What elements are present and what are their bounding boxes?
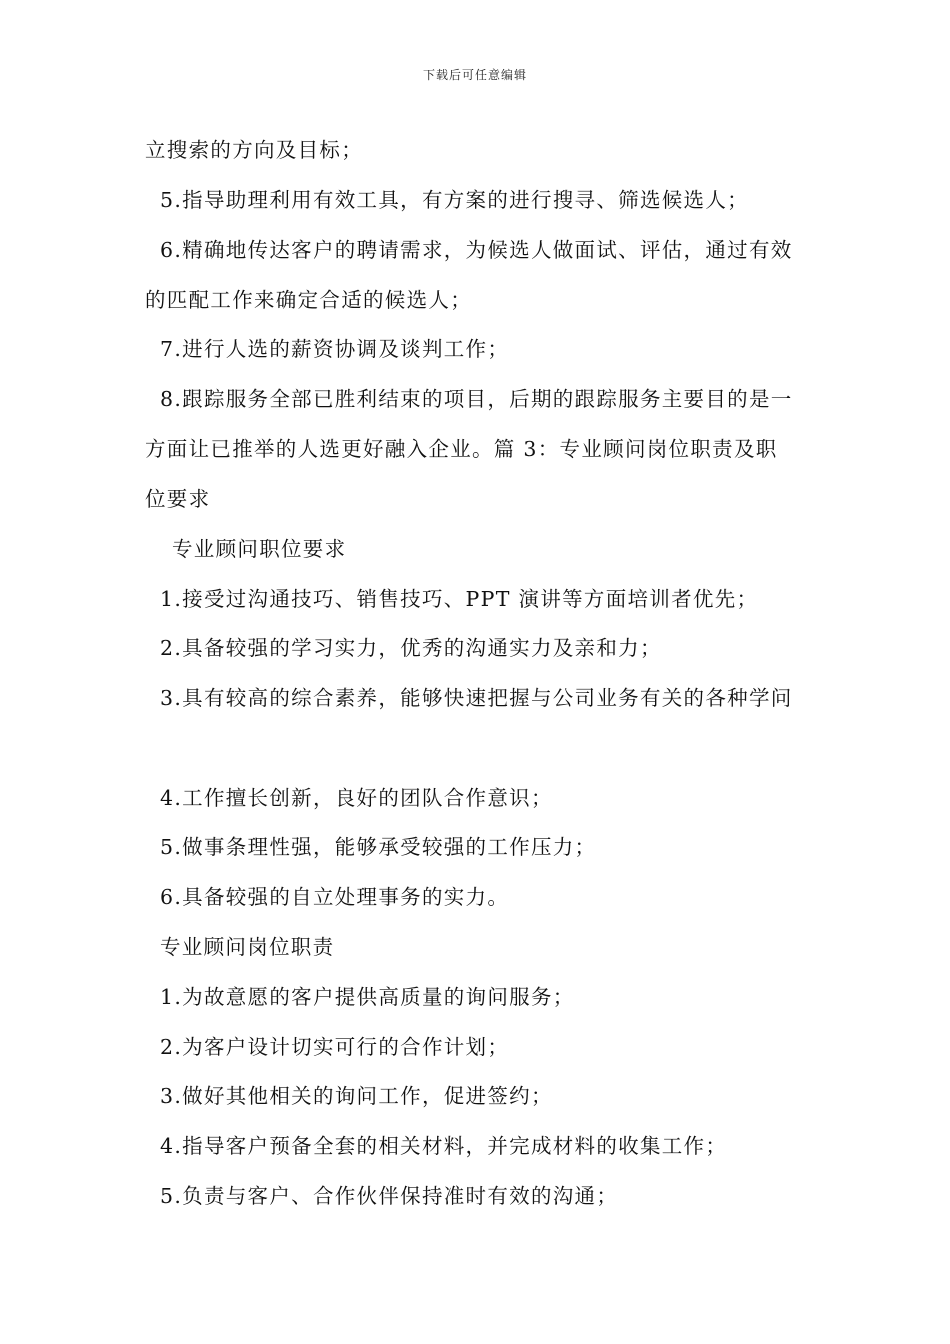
- list-item: 5.做事条理性强，能够承受较强的工作压力；: [160, 835, 597, 859]
- list-item: 6.具备较强的自立处理事务的实力。: [160, 885, 510, 909]
- section-heading: 专业顾问岗位职责: [160, 935, 335, 959]
- list-item: 5.指导助理利用有效工具，有方案的进行搜寻、筛选候选人；: [160, 188, 749, 212]
- text-line: 立搜索的方向及目标；: [145, 138, 363, 162]
- list-item: 2.具备较强的学习实力，优秀的沟通实力及亲和力；: [160, 636, 662, 660]
- list-item: 7.进行人选的薪资协调及谈判工作；: [160, 337, 510, 361]
- list-item: 4.指导客户预备全套的相关材料，并完成材料的收集工作；: [160, 1134, 728, 1158]
- section-heading: 专业顾问职位要求: [172, 537, 347, 561]
- text-line: 的匹配工作来确定合适的候选人；: [145, 288, 472, 312]
- list-item: 8.跟踪服务全部已胜利结束的项目，后期的跟踪服务主要目的是一: [160, 387, 793, 411]
- list-item: 2.为客户设计切实可行的合作计划；: [160, 1035, 510, 1059]
- text-line: 位要求: [145, 487, 211, 511]
- text-line: 方面让已推举的人选更好融入企业。篇 3：专业顾问岗位职责及职: [145, 437, 778, 461]
- list-item: 1.为故意愿的客户提供高质量的询问服务；: [160, 985, 575, 1009]
- list-item: 1.接受过沟通技巧、销售技巧、PPT 演讲等方面培训者优先；: [160, 587, 759, 611]
- page-header: 下载后可任意编辑: [422, 68, 527, 82]
- list-item: 6.精确地传达客户的聘请需求，为候选人做面试、评估，通过有效: [160, 238, 793, 262]
- list-item: 3.具有较高的综合素养，能够快速把握与公司业务有关的各种学问: [160, 686, 793, 710]
- list-item: 5.负责与客户、合作伙伴保持准时有效的沟通；: [160, 1184, 619, 1208]
- list-item: 3.做好其他相关的询问工作，促进签约；: [160, 1084, 553, 1108]
- list-item: 4.工作擅长创新，良好的团队合作意识；: [160, 786, 553, 810]
